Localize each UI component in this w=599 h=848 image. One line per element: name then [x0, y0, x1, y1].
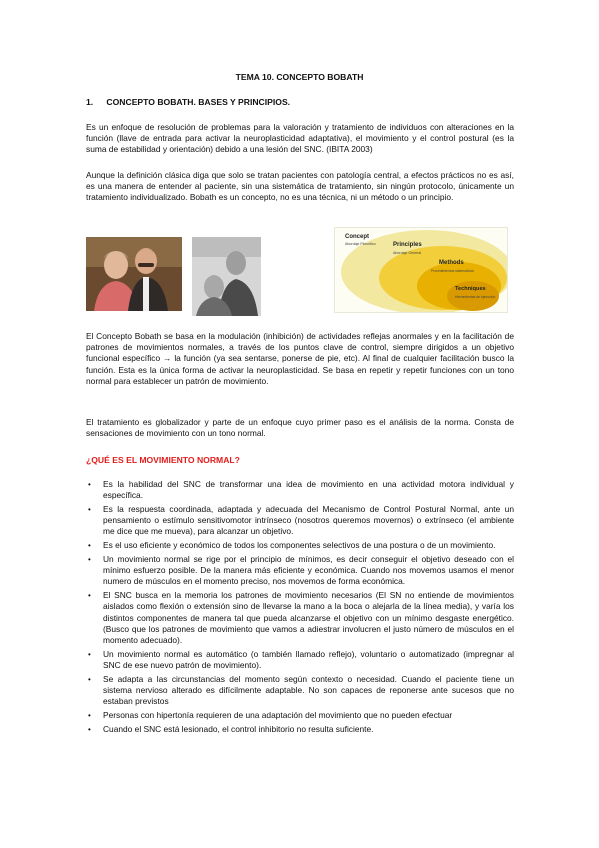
list-item-text: Un movimiento normal es automático (o también llamado reflejo), voluntario o automatizado (impregnar al SNC de ese nuevo patrón de movimiento).: [103, 648, 514, 671]
concept-sub-label: Abordaje Filosófico: [345, 242, 376, 246]
paragraph-treatment: El tratamiento es globalizador y parte de un enfoque cuyo primer paso es el análisis de la norma. Consta de sensaciones de movimiento con un tono normal.: [86, 417, 514, 439]
bullet-marker: •: [88, 505, 91, 514]
list-item: [86, 479, 514, 501]
bullet-marker: •: [88, 724, 91, 734]
photo-bobath-couple-color: [86, 237, 182, 311]
bullet-marker: •: [88, 649, 91, 659]
list-item: [86, 710, 514, 721]
list-item: [86, 649, 514, 671]
section-number: 1.: [86, 97, 94, 107]
bullet-marker: •: [88, 711, 91, 721]
section-heading: [86, 97, 290, 107]
methods-sub-label: Procedimientos sistemáticos: [431, 269, 474, 273]
photo-bobath-couple-bw: [192, 237, 261, 316]
list-item-text: Se adapta a las circunstancias del momento según contexto o necesidad. Cuando el paciente tiene un sistema nervioso alterado es difícilmente adaptable. No son capaces de reponerse ante sucesos que no estaban previstos: [103, 673, 514, 707]
bullet-marker: •: [88, 480, 91, 489]
section-label: CONCEPTO BOBATH. BASES Y PRINCIPIOS.: [106, 97, 291, 107]
bullet-marker: •: [88, 674, 91, 684]
list-item-text: Es el uso eficiente y económico de todos los componentes selectivos de una postura o de un movimiento.: [103, 540, 496, 551]
bobath-concept-diagram: [334, 227, 508, 313]
paragraph-bobath-basis: El Concepto Bobath se basa en la modulación (inhibición) de actividades reflejas anormales y en la facilitación de patrones de movimientos normales, a través de los puntos clave de control, siempre dirigidos a un objetivo funcional específico → la función (ya sea sentarse, ponerse de pie, etc). Al final de cualquier facilitación busco la función. Esta es la única forma de activar la neuroplasticidad. Se basa en repetir y repetir funciones con un tono normal para establecer un patrón de movimiento.: [86, 331, 514, 386]
techniques-sub-label: Herramientas de ejecución: [455, 295, 496, 299]
list-item-text: Un movimiento normal se rige por el principio de mínimos, es decir conseguir el objetivo deseado con el mínimo esfuerzo posible. De la manera más eficiente y económica. Cuando nos movemos usamos el menor numero de músculos en el momento preciso, nos movemos de forma económica.: [103, 554, 514, 587]
methods-label: Methods: [439, 260, 464, 266]
list-item: [86, 590, 514, 646]
paragraph-definition: Es un enfoque de resolución de problemas para la valoración y tratamiento de individuos con alteraciones en la función (llave de entrada para activar la neuroplasticidad adaptativa), el movimiento y el control postural (es la suma de estabilidad y orientación) debido a una lesión del SNC. (IBITA 2003): [86, 122, 514, 155]
list-item-text: Es la habilidad del SNC de transformar una idea de movimiento en una actividad motora individual y específica.: [103, 479, 514, 501]
paragraph-classic-definition: Aunque la definición clásica diga que solo se tratan pacientes con patología central, a efectos prácticos no es así, es una manera de entender al paciente, sin una sistemática de tratamiento, sin ningún protocolo, únicamente un tratamiento individualizado. Bobath es un concepto, no es una técnica, ni un método o un principio.: [86, 170, 514, 203]
normal-movement-list: [86, 479, 514, 738]
list-item: [86, 554, 514, 588]
document-title: TEMA 10. CONCEPTO BOBATH: [235, 72, 364, 82]
principles-label: Principles: [393, 242, 422, 248]
list-item: [86, 724, 514, 735]
list-item-text: El SNC busca en la memoria los patrones de movimiento necesarios (El SN no entiende de movimientos aislados como flexión o extensión sino de llevarse la mano a la boca o alejarla de la línea media), y varía los distintos componentes de manera tal que pueda alcanzarse el objetivo con un mínimo desgaste energético. (Busco que los patrones de movimiento que vamos a adiestrar involucren el justo número de músculos en el momento adecuado).: [103, 590, 514, 646]
photo-couple-color-image: [86, 237, 182, 311]
bullet-marker: •: [88, 555, 91, 564]
principles-sub-label: Abordaje General: [393, 251, 422, 255]
list-item-text: Personas con hipertonía requieren de una adaptación del movimiento que no pueden efectuar: [103, 710, 453, 721]
bullet-marker: •: [88, 591, 91, 601]
list-item-text: Cuando el SNC está lesionado, el control inhibitorio no resulta suficiente.: [103, 723, 374, 734]
list-item: [86, 540, 514, 551]
concept-nested-ellipses: [335, 228, 507, 312]
concept-label: Concept: [345, 234, 369, 240]
list-item-text: Es la respuesta coordinada, adaptada y adecuada del Mecanismo de Control Postural Normal, ante un pensamiento o estímulo sensitivomotor intrínseco (nosotros queremos movernos) o extrínseco (el ambiente me dice que me mueva), para alcanzar un objetivo.: [103, 504, 514, 537]
photo-couple-bw-image: [192, 237, 261, 316]
list-item: [86, 674, 514, 708]
list-item: [86, 504, 514, 538]
techniques-label: Techniques: [455, 286, 486, 292]
bullet-marker: •: [88, 541, 91, 551]
normal-movement-question: ¿QUÉ ES EL MOVIMIENTO NORMAL?: [86, 455, 240, 465]
